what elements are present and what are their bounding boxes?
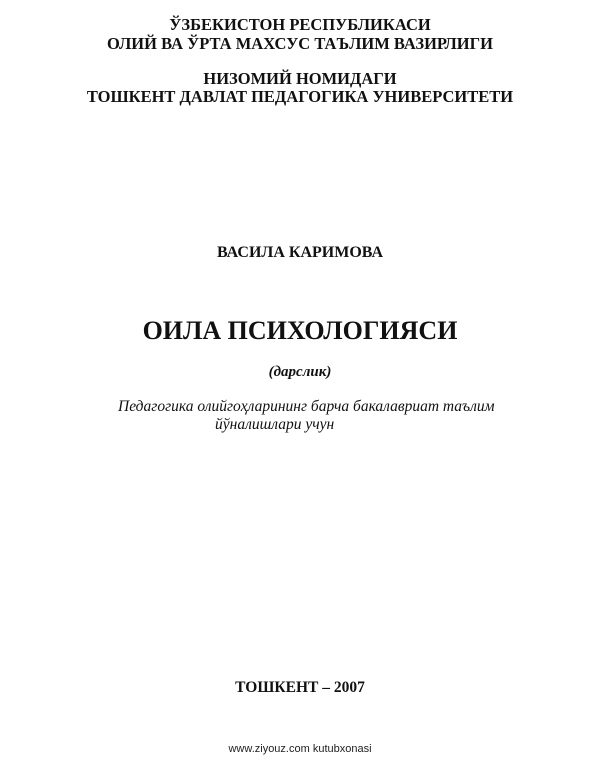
- audience-description-line-1: Педагогика олийгоҳларининг барча бакалавриат таълим: [118, 398, 495, 415]
- book-title: ОИЛА ПСИХОЛОГИЯСИ: [142, 316, 458, 345]
- author-name: ВАСИЛА КАРИМОВА: [216, 244, 384, 261]
- university-line-1: НИЗОМИЙ НОМИДАГИ: [203, 69, 397, 88]
- book-type-subtitle: (дарслик): [268, 364, 332, 380]
- footer-watermark: www.ziyouz.com kutubxonasi: [228, 743, 372, 755]
- imprint-city-year: ТОШКЕНТ – 2007: [235, 679, 365, 696]
- university-line-2: ТОШКЕНТ ДАВЛАТ ПЕДАГОГИКА УНИВЕРСИТЕТИ: [86, 87, 514, 106]
- ministry-line-2: ОЛИЙ ВА ЎРТА МАХСУС ТАЪЛИМ ВАЗИРЛИГИ: [107, 34, 493, 53]
- audience-description-line-2: йўналишлари учун: [215, 416, 335, 433]
- ministry-line-1: ЎЗБЕКИСТОН РЕСПУБЛИКАСИ: [169, 15, 431, 34]
